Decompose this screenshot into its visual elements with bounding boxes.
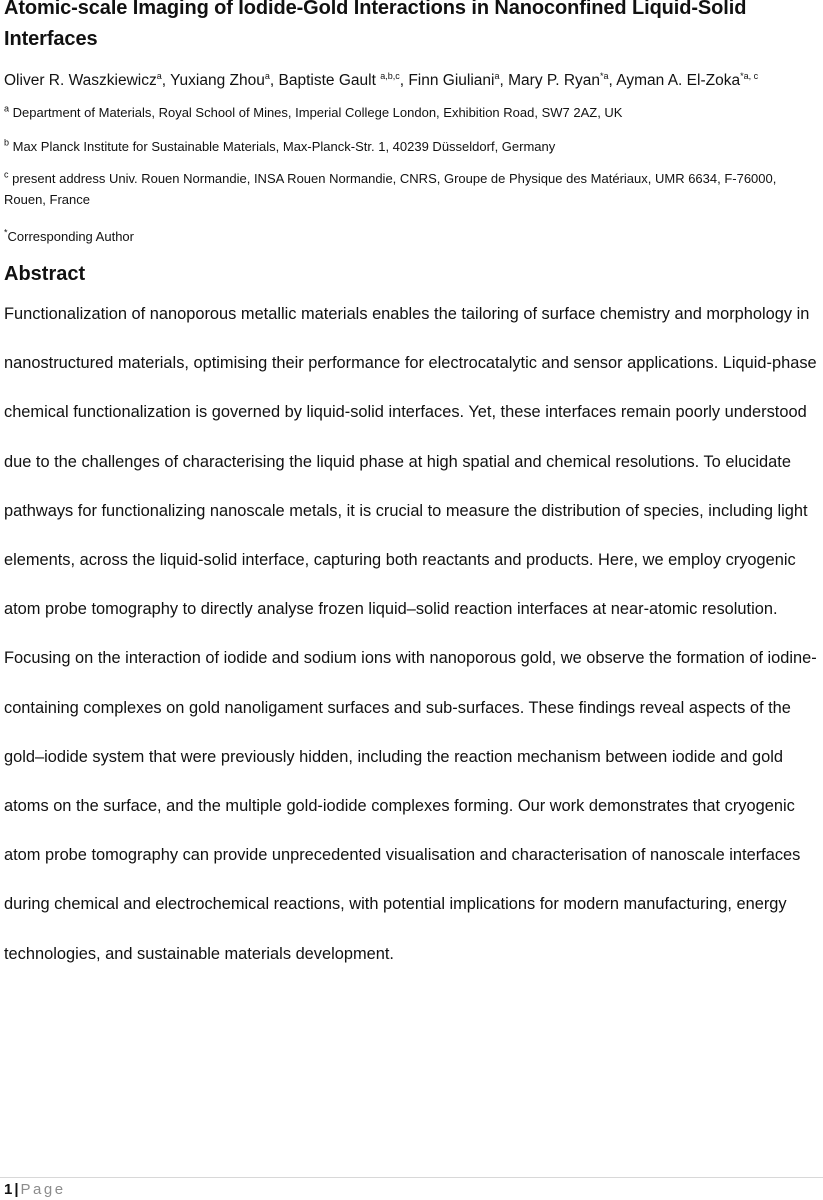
abstract-heading: Abstract	[4, 263, 86, 285]
paper-page	[4, 0, 820, 979]
corresponding-author-note: *Corresponding Author	[4, 227, 134, 244]
author-2: Yuxiang Zhou$^a$,	[170, 70, 279, 89]
page-footer	[4, 1180, 66, 1200]
author-3: Baptiste Gault $^{a,b,c}$,	[278, 70, 409, 89]
abstract-body: Functionalization of nanoporous metallic materials enables the tailoring of surface chemistry and morphology in nanostructured materials, optimising their performance for electrocatalytic and sensor applications. Liquid-phase chemical functionalization is governed by liquid-solid interfaces. Yet, these interfaces remain poorly understood due to the challenges of characterising the liquid phase at high spatial and chemical resolutions. To elucidate pathways for functionalizing nanoscale metals, it is crucial to measure the distribution of species, including light elements, across the liquid-solid interface, capturing both reactants and products. Here, we employ cryogenic atom probe tomography to directly analyse frozen liquid–solid reaction interfaces at near-atomic resolution. Focusing on the interaction of iodide and sodium ions with nanoporous gold, we observe the formation of iodine-containing complexes on gold nanoligament surfaces and sub-surfaces. These findings reveal aspects of the gold–iodide system that were previously hidden, including the reaction mechanism between iodide and gold atoms on the surface, and the multiple gold-iodide complexes forming. Our work demonstrates that cryogenic atom probe tomography can provide unprecedented visualisation and characterisation of nanoscale interfaces during chemical and electrochemical reactions, with potential implications for modern manufacturing, energy technologies, and sustainable materials development.	[4, 305, 817, 963]
author-1: Oliver R. Waszkiewicz$^a$,	[4, 70, 171, 89]
author-list	[4, 69, 820, 93]
author-6: Ayman A. El-Zoka$^{*a, c}$	[616, 70, 759, 89]
affiliation-a: $^a$ Department of Materials, Royal School of Mines, Imperial College London, Exhibition Road, SW7 2AZ, UK	[4, 103, 623, 120]
footer-divider	[0, 1177, 823, 1178]
author-5: Mary P. Ryan$^{*a}$,	[508, 70, 617, 89]
page-label: Page	[20, 1181, 66, 1198]
affiliation-c: $^c$ present address Univ. Rouen Normandie, INSA Rouen Normandie, CNRS, Groupe de Physique des Matériaux, UMR 6634, F-76000, Rouen, France	[4, 169, 777, 207]
footer-separator: |	[14, 1181, 19, 1198]
author-4: Finn Giuliani$^a$,	[408, 70, 509, 89]
paper-title: Atomic-scale Imaging of Iodide-Gold Interactions in Nanoconfined Liquid-Solid Interfaces	[4, 0, 747, 50]
page-number: 1	[4, 1181, 13, 1198]
affiliation-b: $^b$ Max Planck Institute for Sustainable Materials, Max-Planck-Str. 1, 40239 Düsseldorf, Germany	[4, 137, 556, 154]
